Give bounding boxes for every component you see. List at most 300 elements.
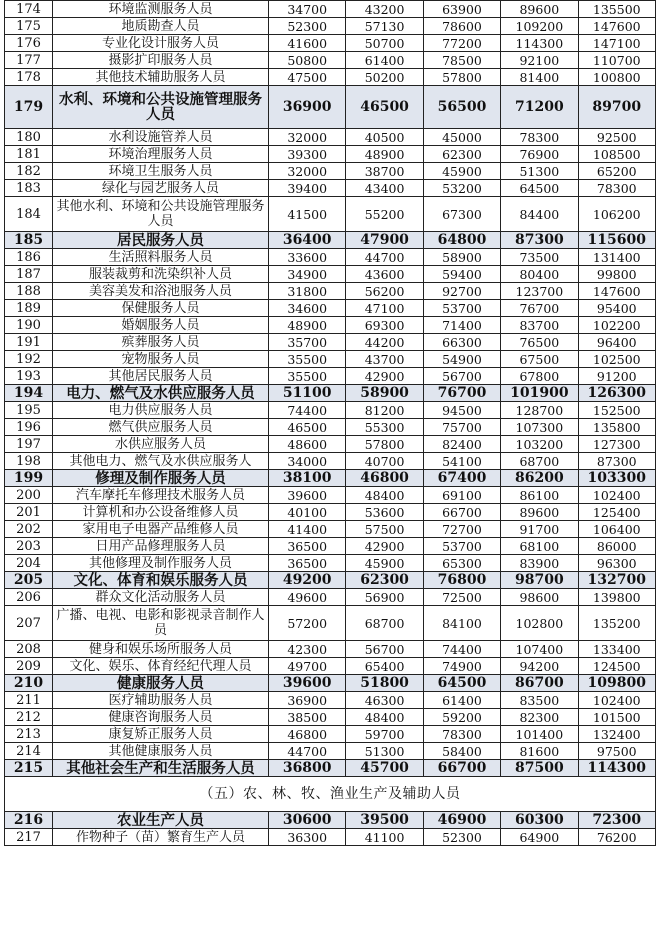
row-number: 204 (5, 555, 53, 572)
occupation-name: 环境卫生服务人员 (53, 163, 269, 180)
salary-value-3: 61400 (423, 692, 500, 709)
salary-value-4: 114300 (501, 35, 578, 52)
salary-value-1: 40100 (269, 504, 346, 521)
salary-value-4: 76500 (501, 334, 578, 351)
salary-value-1: 39400 (269, 180, 346, 197)
salary-value-1: 39600 (269, 487, 346, 504)
occupation-name: 其他电力、燃气及水供应服务人 (53, 453, 269, 470)
table-row (5, 555, 656, 572)
salary-value-5: 86000 (578, 538, 655, 555)
salary-value-4: 89600 (501, 1, 578, 18)
occupation-name: 汽车摩托车修理技术服务人员 (53, 487, 269, 504)
salary-value-3: 54100 (423, 453, 500, 470)
salary-value-2: 50700 (346, 35, 423, 52)
occupation-name: 燃气供应服务人员 (53, 419, 269, 436)
salary-value-3: 45900 (423, 163, 500, 180)
salary-value-5: 102500 (578, 351, 655, 368)
salary-value-2: 51300 (346, 743, 423, 760)
salary-value-5: 99800 (578, 266, 655, 283)
salary-value-1: 36400 (269, 232, 346, 249)
category-row (5, 385, 656, 402)
salary-value-4: 98600 (501, 589, 578, 606)
table-body (5, 1, 656, 846)
salary-value-1: 36900 (269, 692, 346, 709)
row-number: 214 (5, 743, 53, 760)
row-number: 217 (5, 829, 53, 846)
salary-value-5: 147600 (578, 18, 655, 35)
salary-value-4: 82300 (501, 709, 578, 726)
salary-value-2: 43700 (346, 351, 423, 368)
salary-value-2: 56200 (346, 283, 423, 300)
salary-value-1: 41500 (269, 197, 346, 232)
row-number: 175 (5, 18, 53, 35)
row-number: 211 (5, 692, 53, 709)
salary-value-2: 44700 (346, 249, 423, 266)
salary-value-5: 91200 (578, 368, 655, 385)
salary-value-2: 38700 (346, 163, 423, 180)
salary-value-5: 101500 (578, 709, 655, 726)
salary-value-3: 57800 (423, 69, 500, 86)
salary-value-4: 86100 (501, 487, 578, 504)
table-row (5, 69, 656, 86)
salary-value-4: 101400 (501, 726, 578, 743)
table-row (5, 402, 656, 419)
occupation-name: 保健服务人员 (53, 300, 269, 317)
salary-table (4, 0, 656, 846)
table-row (5, 521, 656, 538)
row-number: 180 (5, 129, 53, 146)
salary-value-2: 40700 (346, 453, 423, 470)
salary-value-4: 128700 (501, 402, 578, 419)
row-number: 184 (5, 197, 53, 232)
salary-value-1: 36300 (269, 829, 346, 846)
salary-value-2: 51800 (346, 675, 423, 692)
salary-value-4: 86700 (501, 675, 578, 692)
salary-value-4: 87500 (501, 760, 578, 777)
salary-value-2: 57500 (346, 521, 423, 538)
salary-value-4: 71200 (501, 86, 578, 129)
salary-value-1: 51100 (269, 385, 346, 402)
salary-value-1: 39300 (269, 146, 346, 163)
occupation-name: 广播、电视、电影和影视录音制作人员 (53, 606, 269, 641)
salary-value-5: 108500 (578, 146, 655, 163)
salary-value-2: 46500 (346, 86, 423, 129)
salary-value-3: 46900 (423, 812, 500, 829)
row-number: 185 (5, 232, 53, 249)
salary-value-5: 102200 (578, 317, 655, 334)
salary-value-4: 67500 (501, 351, 578, 368)
salary-value-4: 68700 (501, 453, 578, 470)
salary-value-4: 73500 (501, 249, 578, 266)
table-row (5, 35, 656, 52)
table-row (5, 487, 656, 504)
row-number: 178 (5, 69, 53, 86)
row-number: 216 (5, 812, 53, 829)
occupation-name: 其他水利、环境和公共设施管理服务人员 (53, 197, 269, 232)
salary-value-1: 48600 (269, 436, 346, 453)
table-row (5, 368, 656, 385)
salary-value-1: 44700 (269, 743, 346, 760)
salary-value-2: 46300 (346, 692, 423, 709)
row-number: 179 (5, 86, 53, 129)
occupation-name: 电力、燃气及水供应服务人员 (53, 385, 269, 402)
occupation-name: 群众文化活动服务人员 (53, 589, 269, 606)
category-row (5, 760, 656, 777)
occupation-name: 其他居民服务人员 (53, 368, 269, 385)
salary-value-1: 50800 (269, 52, 346, 69)
salary-value-3: 59200 (423, 709, 500, 726)
salary-value-2: 62300 (346, 572, 423, 589)
salary-value-2: 50200 (346, 69, 423, 86)
occupation-name: 生活照料服务人员 (53, 249, 269, 266)
salary-value-5: 96300 (578, 555, 655, 572)
occupation-name: 环境监测服务人员 (53, 1, 269, 18)
occupation-name: 摄影扩印服务人员 (53, 52, 269, 69)
salary-value-3: 78500 (423, 52, 500, 69)
category-row (5, 675, 656, 692)
row-number: 181 (5, 146, 53, 163)
salary-value-5: 135800 (578, 419, 655, 436)
salary-value-4: 67800 (501, 368, 578, 385)
salary-value-3: 78300 (423, 726, 500, 743)
row-number: 197 (5, 436, 53, 453)
table-row (5, 283, 656, 300)
salary-value-2: 44200 (346, 334, 423, 351)
salary-value-5: 102400 (578, 692, 655, 709)
salary-value-4: 89600 (501, 504, 578, 521)
salary-value-2: 43400 (346, 180, 423, 197)
occupation-name: 健康咨询服务人员 (53, 709, 269, 726)
salary-value-1: 47500 (269, 69, 346, 86)
salary-value-4: 123700 (501, 283, 578, 300)
salary-value-3: 56500 (423, 86, 500, 129)
row-number: 194 (5, 385, 53, 402)
section-title: （五）农、林、牧、渔业生产及辅助人员 (5, 777, 656, 812)
row-number: 174 (5, 1, 53, 18)
salary-value-4: 94200 (501, 658, 578, 675)
salary-value-3: 69100 (423, 487, 500, 504)
salary-value-1: 42300 (269, 641, 346, 658)
salary-value-2: 48400 (346, 709, 423, 726)
salary-value-1: 41600 (269, 35, 346, 52)
occupation-name: 专业化设计服务人员 (53, 35, 269, 52)
salary-value-3: 66700 (423, 504, 500, 521)
salary-value-3: 64800 (423, 232, 500, 249)
salary-value-2: 57130 (346, 18, 423, 35)
salary-value-2: 61400 (346, 52, 423, 69)
salary-value-4: 98700 (501, 572, 578, 589)
salary-value-5: 109800 (578, 675, 655, 692)
salary-value-5: 100800 (578, 69, 655, 86)
salary-value-5: 96400 (578, 334, 655, 351)
salary-value-3: 53700 (423, 538, 500, 555)
salary-value-1: 36500 (269, 538, 346, 555)
table-row (5, 18, 656, 35)
salary-value-5: 103300 (578, 470, 655, 487)
salary-value-3: 64500 (423, 675, 500, 692)
salary-value-2: 57800 (346, 436, 423, 453)
salary-value-4: 64900 (501, 829, 578, 846)
salary-value-1: 36900 (269, 86, 346, 129)
salary-value-2: 47900 (346, 232, 423, 249)
salary-value-3: 94500 (423, 402, 500, 419)
row-number: 183 (5, 180, 53, 197)
salary-value-5: 132400 (578, 726, 655, 743)
salary-value-4: 60300 (501, 812, 578, 829)
salary-value-4: 102800 (501, 606, 578, 641)
salary-value-2: 68700 (346, 606, 423, 641)
salary-value-3: 53200 (423, 180, 500, 197)
row-number: 190 (5, 317, 53, 334)
table-row (5, 538, 656, 555)
salary-value-2: 48400 (346, 487, 423, 504)
salary-value-5: 133400 (578, 641, 655, 658)
occupation-name: 其他修理及制作服务人员 (53, 555, 269, 572)
salary-value-1: 48900 (269, 317, 346, 334)
row-number: 212 (5, 709, 53, 726)
row-number: 206 (5, 589, 53, 606)
salary-value-2: 39500 (346, 812, 423, 829)
category-row (5, 232, 656, 249)
salary-value-4: 107400 (501, 641, 578, 658)
salary-value-3: 71400 (423, 317, 500, 334)
salary-value-1: 52300 (269, 18, 346, 35)
table-row (5, 829, 656, 846)
table-row (5, 504, 656, 521)
salary-value-1: 36500 (269, 555, 346, 572)
occupation-name: 宠物服务人员 (53, 351, 269, 368)
salary-value-4: 86200 (501, 470, 578, 487)
salary-value-5: 106400 (578, 521, 655, 538)
salary-value-1: 32000 (269, 129, 346, 146)
salary-value-2: 43200 (346, 1, 423, 18)
table-row (5, 743, 656, 760)
salary-value-3: 77200 (423, 35, 500, 52)
salary-value-2: 40500 (346, 129, 423, 146)
row-number: 191 (5, 334, 53, 351)
row-number: 186 (5, 249, 53, 266)
salary-value-5: 97500 (578, 743, 655, 760)
salary-value-2: 41100 (346, 829, 423, 846)
salary-value-4: 64500 (501, 180, 578, 197)
table-row (5, 641, 656, 658)
salary-value-3: 74900 (423, 658, 500, 675)
occupation-name: 美容美发和浴池服务人员 (53, 283, 269, 300)
occupation-name: 其他技术辅助服务人员 (53, 69, 269, 86)
salary-value-3: 74400 (423, 641, 500, 658)
salary-value-3: 76800 (423, 572, 500, 589)
occupation-name: 电力供应服务人员 (53, 402, 269, 419)
salary-value-5: 135200 (578, 606, 655, 641)
salary-value-3: 52300 (423, 829, 500, 846)
occupation-name: 康复矫正服务人员 (53, 726, 269, 743)
salary-value-1: 41400 (269, 521, 346, 538)
salary-value-3: 72500 (423, 589, 500, 606)
table-row (5, 163, 656, 180)
table-row (5, 180, 656, 197)
salary-value-5: 72300 (578, 812, 655, 829)
salary-value-1: 49600 (269, 589, 346, 606)
occupation-name: 水利设施管养人员 (53, 129, 269, 146)
row-number: 209 (5, 658, 53, 675)
row-number: 202 (5, 521, 53, 538)
salary-value-5: 110700 (578, 52, 655, 69)
salary-value-1: 34700 (269, 1, 346, 18)
salary-value-5: 147100 (578, 35, 655, 52)
salary-value-3: 67400 (423, 470, 500, 487)
salary-value-3: 59400 (423, 266, 500, 283)
category-row (5, 86, 656, 129)
salary-value-5: 131400 (578, 249, 655, 266)
category-row (5, 470, 656, 487)
table-row (5, 658, 656, 675)
salary-value-5: 65200 (578, 163, 655, 180)
table-row (5, 709, 656, 726)
table-row (5, 146, 656, 163)
salary-value-3: 58400 (423, 743, 500, 760)
table-row (5, 129, 656, 146)
salary-value-2: 69300 (346, 317, 423, 334)
occupation-name: 家用电子电器产品维修人员 (53, 521, 269, 538)
salary-value-3: 58900 (423, 249, 500, 266)
salary-value-5: 87300 (578, 453, 655, 470)
salary-value-3: 54900 (423, 351, 500, 368)
salary-value-2: 46800 (346, 470, 423, 487)
category-row (5, 812, 656, 829)
salary-value-5: 114300 (578, 760, 655, 777)
salary-value-4: 81400 (501, 69, 578, 86)
table-row (5, 436, 656, 453)
row-number: 210 (5, 675, 53, 692)
table-row (5, 351, 656, 368)
salary-value-3: 66700 (423, 760, 500, 777)
table-row (5, 1, 656, 18)
salary-value-2: 42900 (346, 368, 423, 385)
salary-value-5: 102400 (578, 487, 655, 504)
salary-value-5: 127300 (578, 436, 655, 453)
salary-value-5: 135500 (578, 1, 655, 18)
salary-value-5: 124500 (578, 658, 655, 675)
salary-value-5: 126300 (578, 385, 655, 402)
salary-value-4: 83700 (501, 317, 578, 334)
occupation-name: 环境治理服务人员 (53, 146, 269, 163)
salary-value-2: 42900 (346, 538, 423, 555)
salary-value-4: 51300 (501, 163, 578, 180)
occupation-name: 水供应服务人员 (53, 436, 269, 453)
salary-value-4: 83500 (501, 692, 578, 709)
salary-value-3: 65300 (423, 555, 500, 572)
row-number: 199 (5, 470, 53, 487)
salary-value-4: 68100 (501, 538, 578, 555)
salary-value-4: 103200 (501, 436, 578, 453)
salary-value-5: 125400 (578, 504, 655, 521)
row-number: 208 (5, 641, 53, 658)
occupation-name: 健康服务人员 (53, 675, 269, 692)
table-row (5, 606, 656, 641)
occupation-name: 其他健康服务人员 (53, 743, 269, 760)
salary-value-3: 66300 (423, 334, 500, 351)
salary-value-3: 84100 (423, 606, 500, 641)
row-number: 215 (5, 760, 53, 777)
salary-value-5: 152500 (578, 402, 655, 419)
salary-value-2: 45700 (346, 760, 423, 777)
salary-value-2: 56900 (346, 589, 423, 606)
table-row (5, 249, 656, 266)
salary-value-4: 84400 (501, 197, 578, 232)
salary-table-container (4, 0, 655, 846)
occupation-name: 日用产品修理服务人员 (53, 538, 269, 555)
salary-value-4: 80400 (501, 266, 578, 283)
salary-value-1: 33600 (269, 249, 346, 266)
salary-value-1: 30600 (269, 812, 346, 829)
salary-value-2: 45900 (346, 555, 423, 572)
occupation-name: 计算机和办公设备维修人员 (53, 504, 269, 521)
salary-value-3: 78600 (423, 18, 500, 35)
salary-value-1: 49200 (269, 572, 346, 589)
table-row (5, 197, 656, 232)
occupation-name: 殡葬服务人员 (53, 334, 269, 351)
category-row (5, 572, 656, 589)
table-row (5, 589, 656, 606)
salary-value-2: 81200 (346, 402, 423, 419)
salary-value-3: 45000 (423, 129, 500, 146)
salary-value-2: 47100 (346, 300, 423, 317)
row-number: 187 (5, 266, 53, 283)
salary-value-4: 76700 (501, 300, 578, 317)
occupation-name: 居民服务人员 (53, 232, 269, 249)
salary-value-2: 59700 (346, 726, 423, 743)
salary-value-2: 43600 (346, 266, 423, 283)
table-row (5, 300, 656, 317)
salary-value-5: 95400 (578, 300, 655, 317)
table-row (5, 52, 656, 69)
salary-value-4: 107300 (501, 419, 578, 436)
salary-value-1: 34600 (269, 300, 346, 317)
table-row (5, 453, 656, 470)
salary-value-4: 87300 (501, 232, 578, 249)
row-number: 193 (5, 368, 53, 385)
salary-value-5: 139800 (578, 589, 655, 606)
row-number: 205 (5, 572, 53, 589)
row-number: 177 (5, 52, 53, 69)
occupation-name: 作物种子（苗）繁育生产人员 (53, 829, 269, 846)
salary-value-2: 58900 (346, 385, 423, 402)
salary-value-3: 82400 (423, 436, 500, 453)
row-number: 201 (5, 504, 53, 521)
salary-value-1: 74400 (269, 402, 346, 419)
salary-value-1: 38500 (269, 709, 346, 726)
table-row (5, 334, 656, 351)
salary-value-4: 76900 (501, 146, 578, 163)
salary-value-1: 39600 (269, 675, 346, 692)
salary-value-1: 46500 (269, 419, 346, 436)
occupation-name: 文化、娱乐、体育经纪代理人员 (53, 658, 269, 675)
occupation-name: 农业生产人员 (53, 812, 269, 829)
salary-value-2: 55300 (346, 419, 423, 436)
row-number: 198 (5, 453, 53, 470)
occupation-name: 服装裁剪和洗染织补人员 (53, 266, 269, 283)
salary-value-4: 92100 (501, 52, 578, 69)
salary-value-1: 35500 (269, 351, 346, 368)
occupation-name: 医疗辅助服务人员 (53, 692, 269, 709)
salary-value-5: 89700 (578, 86, 655, 129)
salary-value-1: 35500 (269, 368, 346, 385)
salary-value-1: 32000 (269, 163, 346, 180)
salary-value-4: 83900 (501, 555, 578, 572)
occupation-name: 地质勘查人员 (53, 18, 269, 35)
row-number: 203 (5, 538, 53, 555)
salary-value-5: 92500 (578, 129, 655, 146)
